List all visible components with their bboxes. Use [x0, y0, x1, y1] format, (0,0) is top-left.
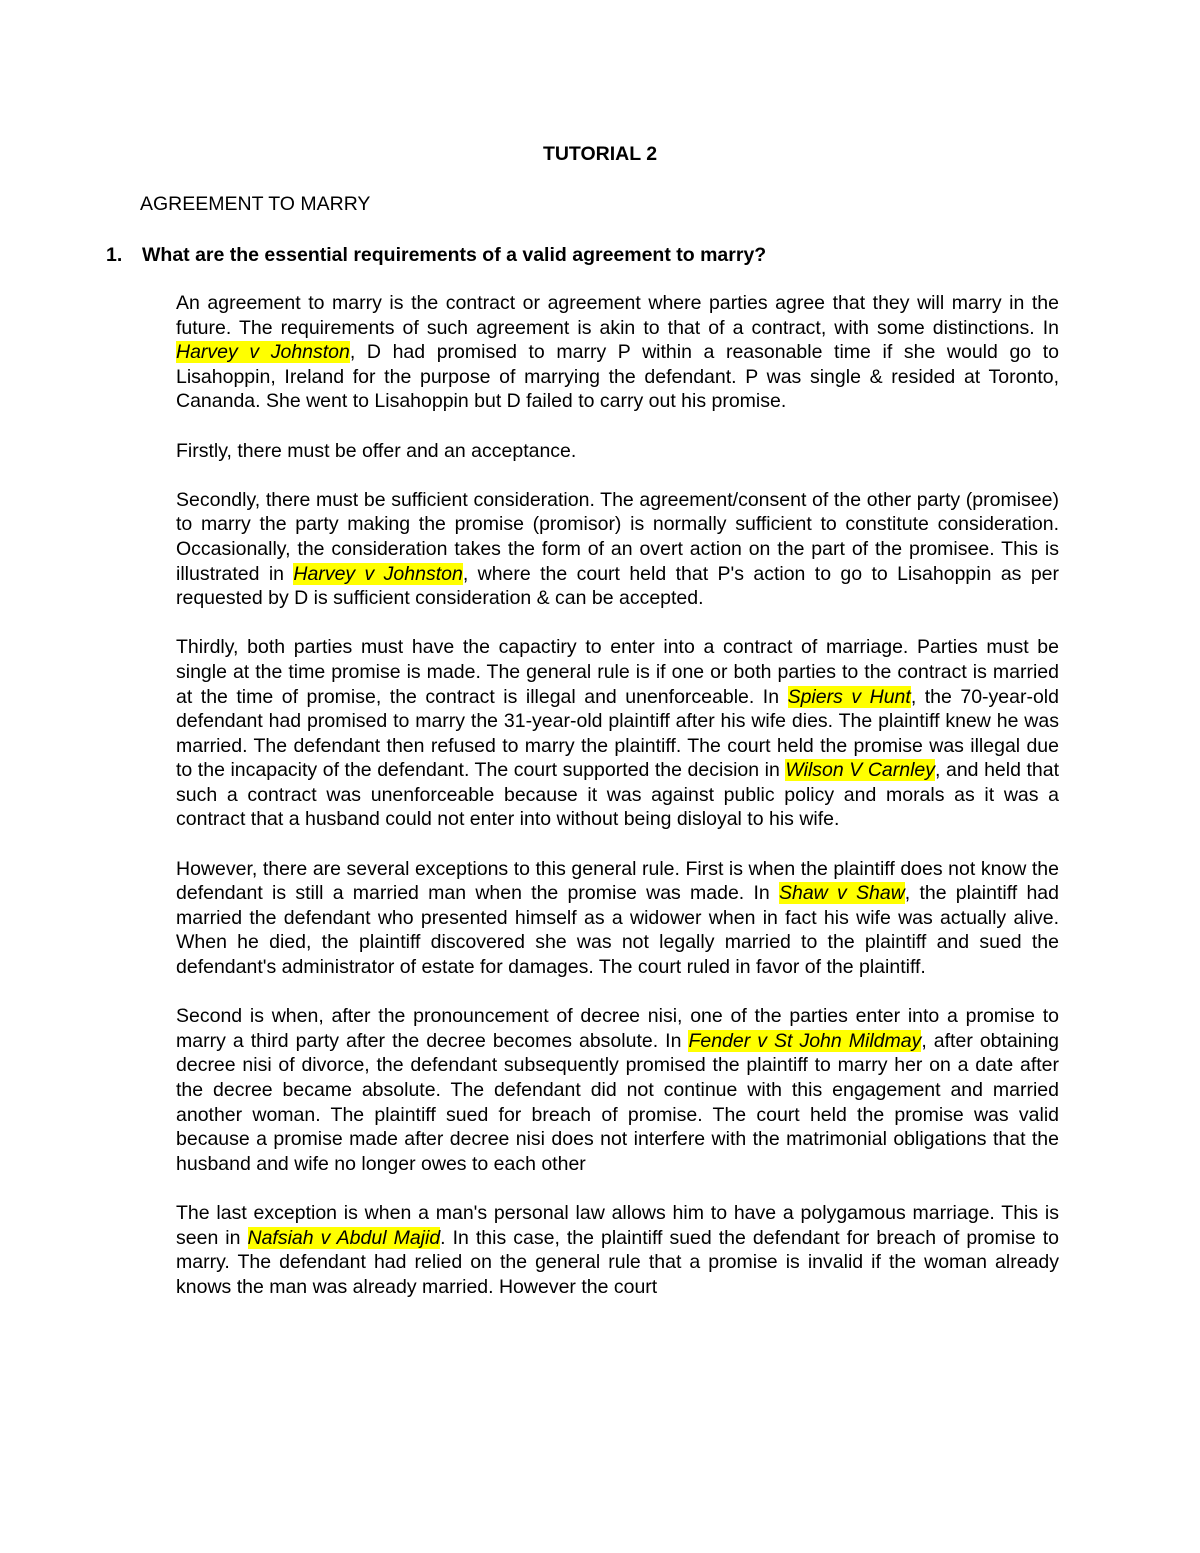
body-paragraph — [176, 291, 1059, 414]
body-paragraph — [176, 439, 1059, 464]
paragraph-text: , and held that such a contract was unenforceable because it was against public policy and morals as it was a contract that a husband could not enter into without being disloyal to his wife. — [176, 759, 1060, 831]
body-paragraph — [176, 1004, 1059, 1176]
page-title: TUTORIAL 2 — [542, 143, 658, 165]
paragraph-text: Thirdly, both parties must have the capactiry to enter into a contract of marriage. Parties must be single at the time promise is made. The general rule is if one or both parties to the contract is married at the time of promise, the contract is illegal and unenforceable. In — [176, 636, 1059, 708]
paragraph-text: Secondly, there must be sufficient consideration. The agreement/consent of the other party (promisee) to marry the party making the promise (promisor) is normally sufficient to constitute consideration. Occasionally, the consideration takes the form of an overt action on the part of the promisee. This is illustrated in — [176, 488, 1059, 585]
paragraph-text: , where the court held that P's action to go to Lisahoppin as per requested by D is sufficient consideration & can be accepted. — [176, 562, 1059, 610]
answer-body — [176, 291, 1059, 1324]
case-name-highlight: Shaw v Shaw — [778, 882, 905, 905]
case-name-highlight: Harvey v Johnston — [293, 562, 463, 585]
paragraph-text: The last exception is when a man's personal law allows him to have a polygamous marriage. This is seen in — [176, 1201, 1059, 1249]
question-number: 1. — [106, 244, 123, 266]
question-text: What are the essential requirements of a valid agreement to marry? — [142, 244, 767, 266]
case-name-highlight: Nafsiah v Abdul Majid — [247, 1226, 441, 1249]
case-name-highlight: Wilson V Carnley — [785, 759, 936, 782]
body-paragraph — [176, 1201, 1059, 1299]
paragraph-text: , the plaintiff had married the defendant who presented himself as a widower when in fact his wife was actually alive. When he died, the plaintiff discovered she was not legally married to the plaintiff and sued the defendant's administrator of estate for damages. The court ruled in favor of the plaintiff. — [176, 882, 1059, 979]
case-name-highlight: Spiers v Hunt — [787, 685, 911, 708]
body-paragraph — [176, 635, 1059, 832]
paragraph-text: , after obtaining decree nisi of divorce, the defendant subsequently promised the plaintiff to marry her on a date after the decree became absolute. The defendant did not continue with this engagement and married another woman. The plaintiff sued for breach of promise. The court held the promise was valid because a promise made after decree nisi does not interfere with the matrimonial obligations that the husband and wife no longer owes to each other — [176, 1029, 1059, 1175]
paragraph-text: , the 70-year-old defendant had promised to marry the 31-year-old plaintiff after his wife dies. The plaintiff knew he was married. The defendant then refused to marry the plaintiff. The court held the promise was illegal due to the incapacity of the defendant. The court supported the decision in — [176, 685, 1059, 782]
paragraph-text: However, there are several exceptions to this general rule. First is when the plaintiff does not know the defendant is still a married man when the promise was made. In — [176, 857, 1059, 905]
paragraph-text: . In this case, the plaintiff sued the defendant for breach of promise to marry. The defendant had relied on the general rule that a promise is invalid if the woman already knows the man was already married. However the court — [176, 1226, 1059, 1298]
paragraph-text: Firstly, there must be offer and an acceptance. — [176, 439, 577, 462]
case-name-highlight: Fender v St John Mildmay — [688, 1029, 922, 1052]
section-heading: AGREEMENT TO MARRY — [140, 193, 371, 215]
paragraph-text: , D had promised to marry P within a reasonable time if she would go to Lisahoppin, Ireland for the purpose of marrying the defendant. P was single & resided at Toronto, Cananda. She went to Lisahoppin but D failed to carry out his promise. — [176, 341, 1059, 413]
body-paragraph — [176, 488, 1059, 611]
question-heading — [106, 243, 766, 267]
case-name-highlight: Harvey v Johnston — [176, 341, 350, 364]
body-paragraph — [176, 857, 1059, 980]
paragraph-text: An agreement to marry is the contract or agreement where parties agree that they will marry in the future. The requirements of such agreement is akin to that of a contract, with some distinctions. In — [176, 292, 1059, 339]
paragraph-text: Second is when, after the pronouncement of decree nisi, one of the parties enter into a promise to marry a third party after the decree becomes absolute. In — [176, 1005, 1059, 1052]
